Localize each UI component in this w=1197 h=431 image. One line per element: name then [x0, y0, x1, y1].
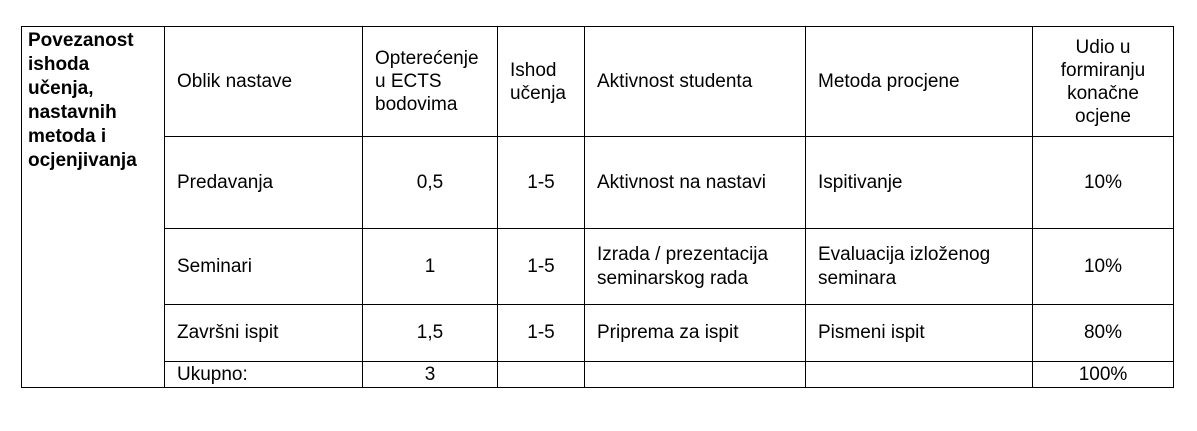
table-row	[22, 305, 1174, 362]
side-heading: Povezanost ishoda učenja, nastavnih metoda i ocjenjivanja	[22, 27, 165, 388]
header-metoda: Metoda procjene	[806, 27, 1033, 137]
total-empty-ishod	[498, 362, 585, 388]
cell-ects: 0,5	[363, 137, 498, 229]
cell-aktivnost: Izrada / prezentacija seminarskog rada	[585, 229, 806, 305]
assessment-table	[21, 26, 1174, 388]
cell-ishod: 1-5	[498, 305, 585, 362]
cell-aktivnost: Aktivnost na nastavi	[585, 137, 806, 229]
header-oblik: Oblik nastave	[165, 27, 363, 137]
cell-oblik: Završni ispit	[165, 305, 363, 362]
cell-metoda: Evaluacija izloženog seminara	[806, 229, 1033, 305]
cell-udio: 80%	[1033, 305, 1174, 362]
total-label: Ukupno:	[165, 362, 363, 388]
total-ects: 3	[363, 362, 498, 388]
cell-ishod: 1-5	[498, 137, 585, 229]
cell-metoda: Pismeni ispit	[806, 305, 1033, 362]
header-udio: Udio u formiranju konačne ocjene	[1033, 27, 1174, 137]
cell-metoda: Ispitivanje	[806, 137, 1033, 229]
cell-oblik: Predavanja	[165, 137, 363, 229]
cell-ishod: 1-5	[498, 229, 585, 305]
total-empty-aktivnost	[585, 362, 806, 388]
cell-aktivnost: Priprema za ispit	[585, 305, 806, 362]
cell-udio: 10%	[1033, 229, 1174, 305]
header-row	[22, 27, 1174, 137]
header-opterecenje: Opterećenje u ECTS bodovima	[363, 27, 498, 137]
cell-oblik: Seminari	[165, 229, 363, 305]
table-row	[22, 229, 1174, 305]
total-empty-metoda	[806, 362, 1033, 388]
cell-ects: 1	[363, 229, 498, 305]
cell-ects: 1,5	[363, 305, 498, 362]
header-aktivnost: Aktivnost studenta	[585, 27, 806, 137]
total-udio: 100%	[1033, 362, 1174, 388]
cell-udio: 10%	[1033, 137, 1174, 229]
total-row	[22, 362, 1174, 388]
header-ishod: Ishod učenja	[498, 27, 585, 137]
table-row	[22, 137, 1174, 229]
